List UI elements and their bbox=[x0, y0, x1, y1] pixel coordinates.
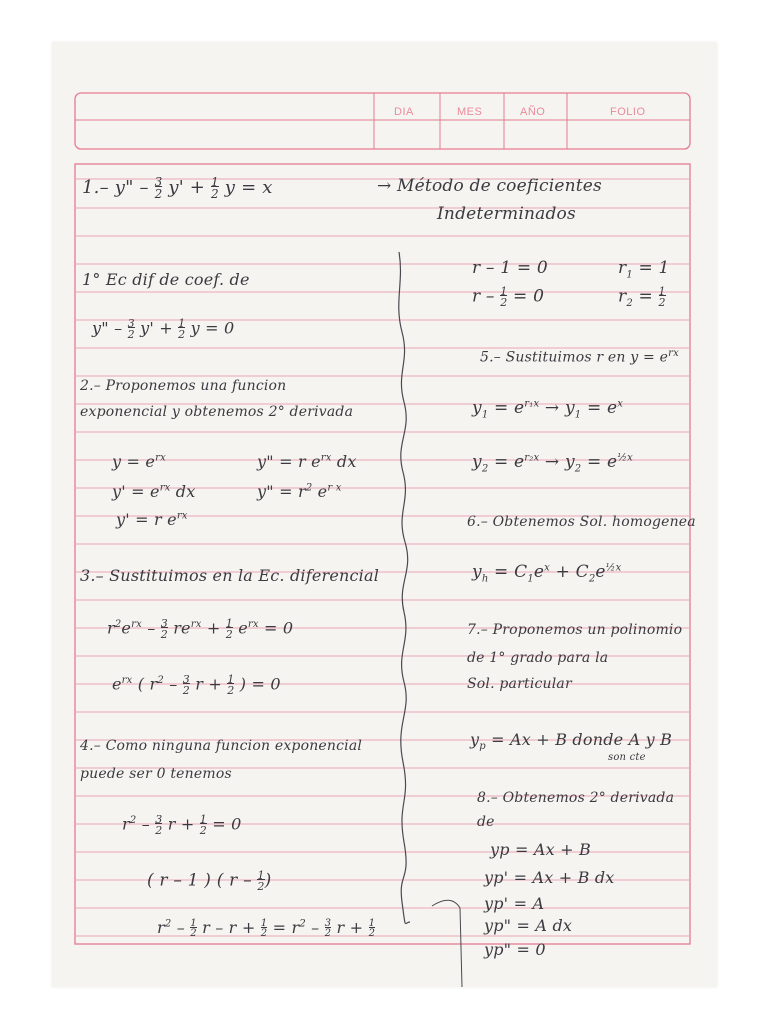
root-value-1: $r_1 = 1$ bbox=[618, 258, 670, 281]
derivative-yp: yp = Ax + B bbox=[490, 840, 591, 859]
step-3-equation-1: $r^2e^{rx} - \frac{3}{2} re^{rx} + \frac{1}{2} e^{rx} = 0$ bbox=[107, 617, 294, 641]
particular-solution: $y_p = Ax + B$ donde A y B bbox=[470, 730, 673, 753]
step-1-title: 1° Ec dif de coef. de bbox=[82, 270, 250, 289]
expanded-equation: $r^2 - \frac{1}{2}$ $r - r + \frac{1}{2} = r^2 - \frac{3}{2}$ $r + \frac{1}{2}$ bbox=[157, 917, 376, 939]
solution-y1: $y_1 = e^{r_1x} \to y_1 = e^x$ bbox=[472, 398, 624, 421]
step-8-line-2: de bbox=[477, 814, 495, 830]
step-4-line-2: puede ser 0 tenemos bbox=[80, 766, 232, 782]
derivative-y-prime-dx: $y' = e^{rx}$ dx bbox=[112, 482, 196, 501]
derivative-y: $y = e^{rx}$ bbox=[112, 452, 166, 471]
root-eq-2: $r - \frac{1}{2} = 0$ bbox=[472, 285, 545, 309]
factored-equation: ( r – 1 ) ( r – $\frac{1}{2}$) bbox=[147, 869, 272, 893]
step-3-equation-2: $e^{rx}$ ( $r^2 - \frac{3}{2}$ $r + \frac{1}{2}$ ) = 0 bbox=[112, 673, 281, 697]
problem-equation: 1.– y" – $\frac{3}{2} y' + \frac{1}{2}$ y = x bbox=[82, 175, 273, 201]
root-value-2: $r_2 = \frac{1}{2}$ bbox=[618, 285, 666, 309]
derivative-y-prime: y' = r $e^{rx}$ bbox=[116, 510, 188, 529]
step-7-line-3: Sol. particular bbox=[467, 676, 572, 692]
notebook-page bbox=[52, 42, 717, 987]
derivative-yp-second-dx: yp" = A dx bbox=[484, 916, 573, 935]
solution-y2: $y_2 = e^{r_2x} \to y_2 = e^{\frac{1}{2}x}$ bbox=[472, 452, 634, 475]
header-folio: FOLIO bbox=[610, 106, 646, 118]
step-7-line-1: 7.– Proponemos un polinomio bbox=[467, 622, 683, 638]
root-eq-1: r – 1 = 0 bbox=[472, 258, 548, 278]
header-mes: MES bbox=[457, 106, 483, 118]
step-1-equation: y" – $\frac{3}{2} y' + \frac{1}{2}$ y = 0 bbox=[92, 317, 235, 341]
derivative-yp-second: yp" = 0 bbox=[484, 940, 546, 959]
derivative-yp-prime: yp' = A bbox=[484, 894, 545, 913]
method-title-2: Indeterminados bbox=[437, 204, 576, 224]
header-ano: AÑO bbox=[520, 106, 546, 118]
step-2-line-2: exponencial y obtenemos 2° derivada bbox=[80, 404, 354, 420]
homogeneous-solution: $y_h = C_1e^x + C_2e^{\frac{1}{2}x}$ bbox=[472, 562, 622, 585]
method-title: → Método de coeficientes bbox=[377, 176, 602, 196]
step-3-title: 3.– Sustituimos en la Ec. diferencial bbox=[80, 566, 380, 585]
step-6-title: 6.– Obtenemos Sol. homogenea bbox=[467, 514, 696, 530]
step-8-line-1: 8.– Obtenemos 2° derivada bbox=[477, 790, 675, 806]
constants-note: son cte bbox=[608, 752, 646, 763]
derivative-y-second-dx: y" = r $e^{rx}$ dx bbox=[257, 452, 357, 471]
step-7-line-2: de 1° grado para la bbox=[467, 650, 609, 666]
step-2-line-1: 2.– Proponemos una funcion bbox=[80, 378, 287, 394]
characteristic-equation: $r^2 - \frac{3}{2}$ $r + \frac{1}{2} = 0$ bbox=[122, 813, 242, 837]
step-5-title: 5.– Sustituimos r en $y = e^{rx}$ bbox=[480, 348, 679, 366]
column-divider bbox=[399, 252, 410, 924]
header-dia: DIA bbox=[394, 106, 414, 118]
derivative-yp-prime-dx: yp' = Ax + B dx bbox=[484, 868, 615, 887]
derivative-y-second: y" = $r^2$ $e^{r x}$ bbox=[257, 482, 342, 501]
step-4-line-1: 4.– Como ninguna funcion exponencial bbox=[80, 738, 363, 754]
